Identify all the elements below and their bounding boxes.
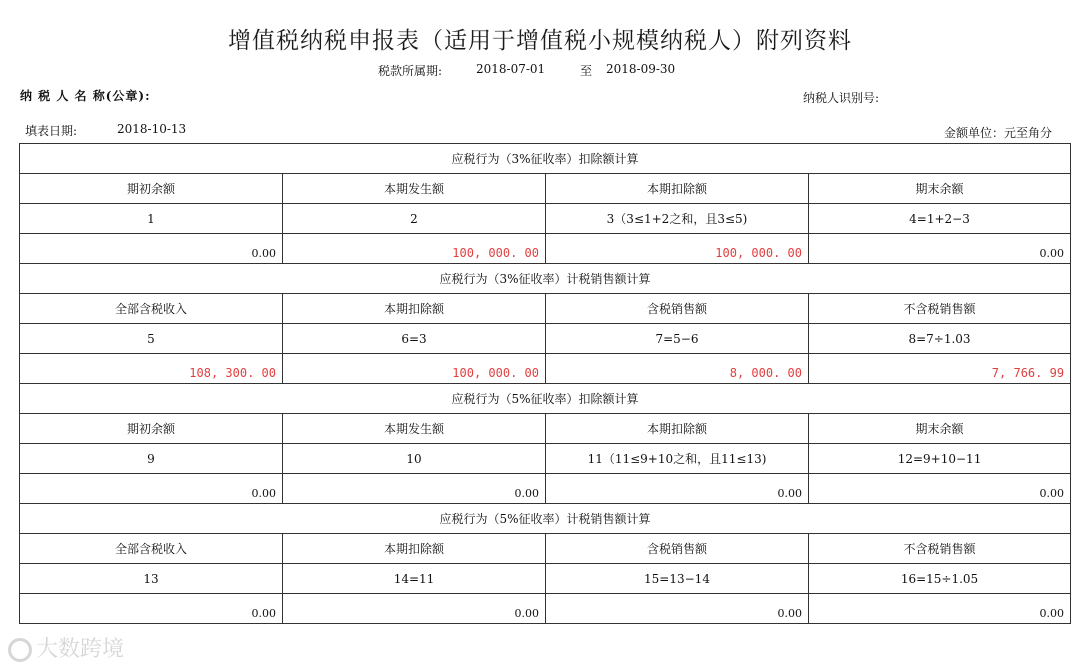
amount-cell: 0.00 <box>809 234 1071 264</box>
amount-cell: 8, 000. 00 <box>546 354 809 384</box>
line-number: 15=13−14 <box>546 564 809 594</box>
section-title-row <box>20 504 1071 534</box>
line-number: 4=1+2−3 <box>809 204 1071 234</box>
amount-cell: 7, 766. 99 <box>809 354 1071 384</box>
line-number: 14=11 <box>283 564 546 594</box>
tax-period-to: 至 <box>580 64 593 78</box>
section-title-row <box>20 384 1071 414</box>
amount-cell: 0.00 <box>20 234 283 264</box>
amount-cell: 0.00 <box>283 474 546 504</box>
section-title: 应税行为（5%征收率）扣除额计算 <box>20 384 1071 414</box>
watermark-text: 大数跨境 <box>36 637 125 662</box>
section-title-row <box>20 264 1071 294</box>
form-title: 增值税纳税申报表（适用于增值税小规模纳税人）附列资料 <box>228 28 852 54</box>
line-number: 8=7÷1.03 <box>809 324 1071 354</box>
column-header: 本期发生额 <box>283 414 546 444</box>
line-number: 10 <box>283 444 546 474</box>
section-title-row <box>20 144 1071 174</box>
amount-cell: 0.00 <box>546 474 809 504</box>
line-number-row <box>20 564 1071 594</box>
column-header: 本期扣除额 <box>283 534 546 564</box>
amount-row <box>20 234 1071 264</box>
tax-period-start: 2018-07-01 <box>476 62 546 76</box>
header-row <box>20 174 1071 204</box>
amount-row <box>20 354 1071 384</box>
column-header: 本期扣除额 <box>546 174 809 204</box>
line-number: 3（3≤1+2之和，且3≤5) <box>546 204 809 234</box>
amount-cell: 0.00 <box>20 474 283 504</box>
amount-cell: 0.00 <box>809 474 1071 504</box>
fill-date-label: 填表日期: <box>25 124 78 138</box>
tax-period-end: 2018-09-30 <box>606 62 676 76</box>
line-number: 13 <box>20 564 283 594</box>
line-number: 6=3 <box>283 324 546 354</box>
section-title: 应税行为（5%征收率）计税销售额计算 <box>20 504 1071 534</box>
line-number-row <box>20 324 1071 354</box>
line-number-row <box>20 204 1071 234</box>
line-number: 9 <box>20 444 283 474</box>
taxpayer-id-label: 纳税人识别号: <box>803 91 880 105</box>
line-number: 12=9+10−11 <box>809 444 1071 474</box>
column-header: 期初余额 <box>20 414 283 444</box>
fill-date-value: 2018-10-13 <box>117 122 187 136</box>
amount-cell: 108, 300. 00 <box>20 354 283 384</box>
column-header: 不含税销售额 <box>809 534 1071 564</box>
line-number: 11（11≤9+10之和，且11≤13) <box>546 444 809 474</box>
column-header: 期末余额 <box>809 414 1071 444</box>
header-row <box>20 534 1071 564</box>
column-header: 含税销售额 <box>546 534 809 564</box>
deduction-table <box>19 143 1071 624</box>
column-header: 本期扣除额 <box>546 414 809 444</box>
column-header: 期初余额 <box>20 174 283 204</box>
amount-cell: 0.00 <box>809 594 1071 624</box>
column-header: 本期扣除额 <box>283 294 546 324</box>
amount-row <box>20 474 1071 504</box>
tax-period-label: 税款所属期: <box>378 64 443 78</box>
amount-cell: 100, 000. 00 <box>283 354 546 384</box>
header-row <box>20 294 1071 324</box>
amount-cell: 0.00 <box>283 594 546 624</box>
line-number: 1 <box>20 204 283 234</box>
deduction-table-body <box>20 144 1071 624</box>
line-number: 7=5−6 <box>546 324 809 354</box>
amount-cell: 100, 000. 00 <box>283 234 546 264</box>
section-title: 应税行为（3%征收率）计税销售额计算 <box>20 264 1071 294</box>
column-header: 全部含税收入 <box>20 294 283 324</box>
watermark <box>8 632 124 663</box>
line-number: 2 <box>283 204 546 234</box>
header-row <box>20 414 1071 444</box>
amount-cell: 100, 000. 00 <box>546 234 809 264</box>
column-header: 含税销售额 <box>546 294 809 324</box>
amount-unit-label: 金额单位：元至角分 <box>944 126 1053 140</box>
section-title: 应税行为（3%征收率）扣除额计算 <box>20 144 1071 174</box>
column-header: 全部含税收入 <box>20 534 283 564</box>
column-header: 不含税销售额 <box>809 294 1071 324</box>
column-header: 期末余额 <box>809 174 1071 204</box>
line-number: 16=15÷1.05 <box>809 564 1071 594</box>
taxpayer-name-label: 纳 税 人 名 称(公章): <box>20 89 151 103</box>
watermark-logo-icon <box>8 638 32 662</box>
column-header: 本期发生额 <box>283 174 546 204</box>
amount-cell: 0.00 <box>546 594 809 624</box>
line-number-row <box>20 444 1071 474</box>
line-number: 5 <box>20 324 283 354</box>
amount-row <box>20 594 1071 624</box>
amount-cell: 0.00 <box>20 594 283 624</box>
